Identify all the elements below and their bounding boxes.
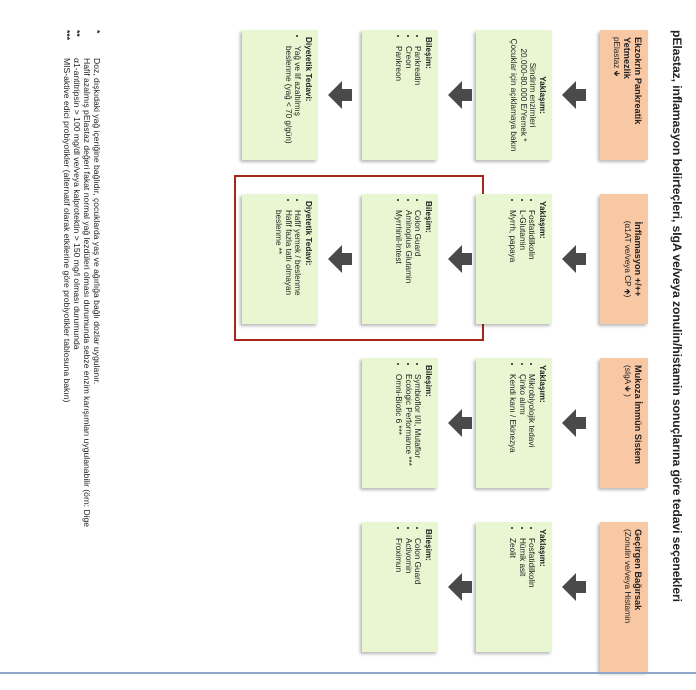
footnote: [81, 30, 101, 527]
page-edge-divider: [0, 672, 696, 674]
list-item: • Creon: [403, 46, 413, 153]
approach-title: Yaklaşım:: [538, 365, 547, 403]
header-leaky-gut: [600, 522, 648, 672]
list-item: • Myrrhinil-Intest: [393, 210, 403, 317]
list-item: • Çinko alımı: [517, 374, 527, 481]
list-item: • Pankreatin: [413, 46, 423, 153]
footnote-marker: *: [92, 30, 102, 34]
header-sub: pElastaz 🡻: [612, 37, 622, 77]
composition-box: [362, 194, 438, 324]
list-item: • Mikrobiyolojik tedavi: [527, 374, 537, 481]
approach-box: [476, 358, 552, 488]
header-title: Geçirgen Bağırsak: [633, 529, 643, 611]
header-title: Mukoza İmmün Sistem: [633, 365, 643, 465]
footnote-line: Hafif azalmış pElastaz değeri fakat normal yağ lezdüleri olması durumunda sebze enzim karışımları uygulanabilir (örn: Dige: [82, 58, 93, 528]
list-item: • Pankreon: [393, 46, 403, 153]
footnote-line: Doz, dışkıdaki yağ içeriğine bağlıdır, çocuklarda yaş ve ağırlığa bağlı dozlar uygulanır.: [92, 58, 102, 385]
composition-box: [362, 358, 438, 488]
footnote-line: MIS-aktive edici probiyotikler (alternatif olarak etkilerine göre probiyotikler tablosuna bakın): [62, 58, 73, 403]
approach-title: Yaklaşım:: [538, 201, 547, 239]
header-title: İnflamasyon +/++: [633, 221, 643, 297]
list-item: • Aminoplus Glutamin: [403, 210, 413, 317]
footnote-marker: ***: [62, 30, 73, 41]
header-sub: (sIgA 🡻 ): [623, 365, 633, 397]
diet-box: [242, 194, 318, 324]
header-mucosa-immune: [600, 358, 648, 488]
header-title: Yetmezlik: [622, 37, 633, 79]
approach-title: Yaklaşım:: [538, 529, 547, 567]
footnotes: [61, 30, 101, 527]
header-exocrine-pancreatic: [600, 30, 648, 160]
header-sub: (α1AT ve/veya CP 🡹): [623, 220, 633, 298]
composition-box: [362, 30, 438, 160]
list-item: • Yağ ve lif azaltılmış beslenme (yağ < 70 g/gün): [283, 46, 302, 153]
composition-title: Bileşim:: [424, 365, 433, 397]
approach-title: Yaklaşım:: [538, 76, 547, 114]
list-item: • Zeolit: [507, 538, 517, 645]
composition-box: [362, 522, 438, 652]
diet-box: [242, 30, 318, 160]
header-title: Ekzokrin Pankreatik: [633, 37, 643, 125]
composition-title: Bileşim:: [424, 37, 433, 69]
header-inflammation: [600, 194, 648, 324]
composition-title: Bileşim:: [424, 529, 433, 561]
list-item: • Colon Guard: [413, 538, 423, 645]
approach-line: 20.000-80.000 E/Yemek *: [518, 48, 528, 142]
approach-line: Sindirim enzimleri: [528, 62, 538, 128]
approach-line: Çocuklar için açıklamaya bakın: [508, 38, 518, 152]
list-item: • Activomin: [403, 538, 413, 645]
header-sub: (Zonulin ve/veya Histamin: [623, 529, 633, 624]
list-item: • Hümik asit: [517, 538, 527, 645]
list-item: • Omni-Biotic 6 ***: [393, 374, 403, 481]
list-item: • L-Glutamin: [517, 210, 527, 317]
diet-title: Diyetetik Tedavi:: [304, 37, 313, 102]
footnote-line: α1-antitripsin > 100 mg/dl ve/veya kalprotektin > 150 mg/l olması durumunda: [72, 58, 83, 350]
list-item: • Kendi kanı / Ekinezya: [507, 374, 517, 481]
footnote-marker: **: [72, 30, 83, 37]
diet-title: Diyetetik Tedavi:: [304, 201, 313, 266]
list-item: • Symbioflor I/II, Mutaflor: [413, 374, 423, 481]
list-item: • Fosfatidilkolin: [527, 538, 537, 645]
list-item: • Ecologic Performance ***: [403, 374, 413, 481]
list-item: • Colon Guard: [413, 210, 423, 317]
approach-box: [476, 194, 552, 324]
list-item: • Fosfatidilkolin: [527, 210, 537, 317]
list-item: • Hafif fazla tatlı olmayan beslenme **: [273, 210, 292, 317]
composition-title: Bileşim:: [424, 201, 433, 233]
page-title: pElastaz, inflamasyon belirteçleri, sIgA ve/veya zonulin/histamin sonuçlarına göre tedavi seçenekleri: [670, 30, 684, 602]
list-item: • Froximun: [393, 538, 403, 645]
list-item: • Hafif yemek / beslenme: [293, 210, 303, 317]
list-item: • Myrrh, papaya: [507, 210, 517, 317]
approach-box: [476, 522, 552, 652]
footnote: [61, 30, 71, 527]
approach-box: [476, 30, 552, 160]
footnote: [71, 30, 81, 527]
